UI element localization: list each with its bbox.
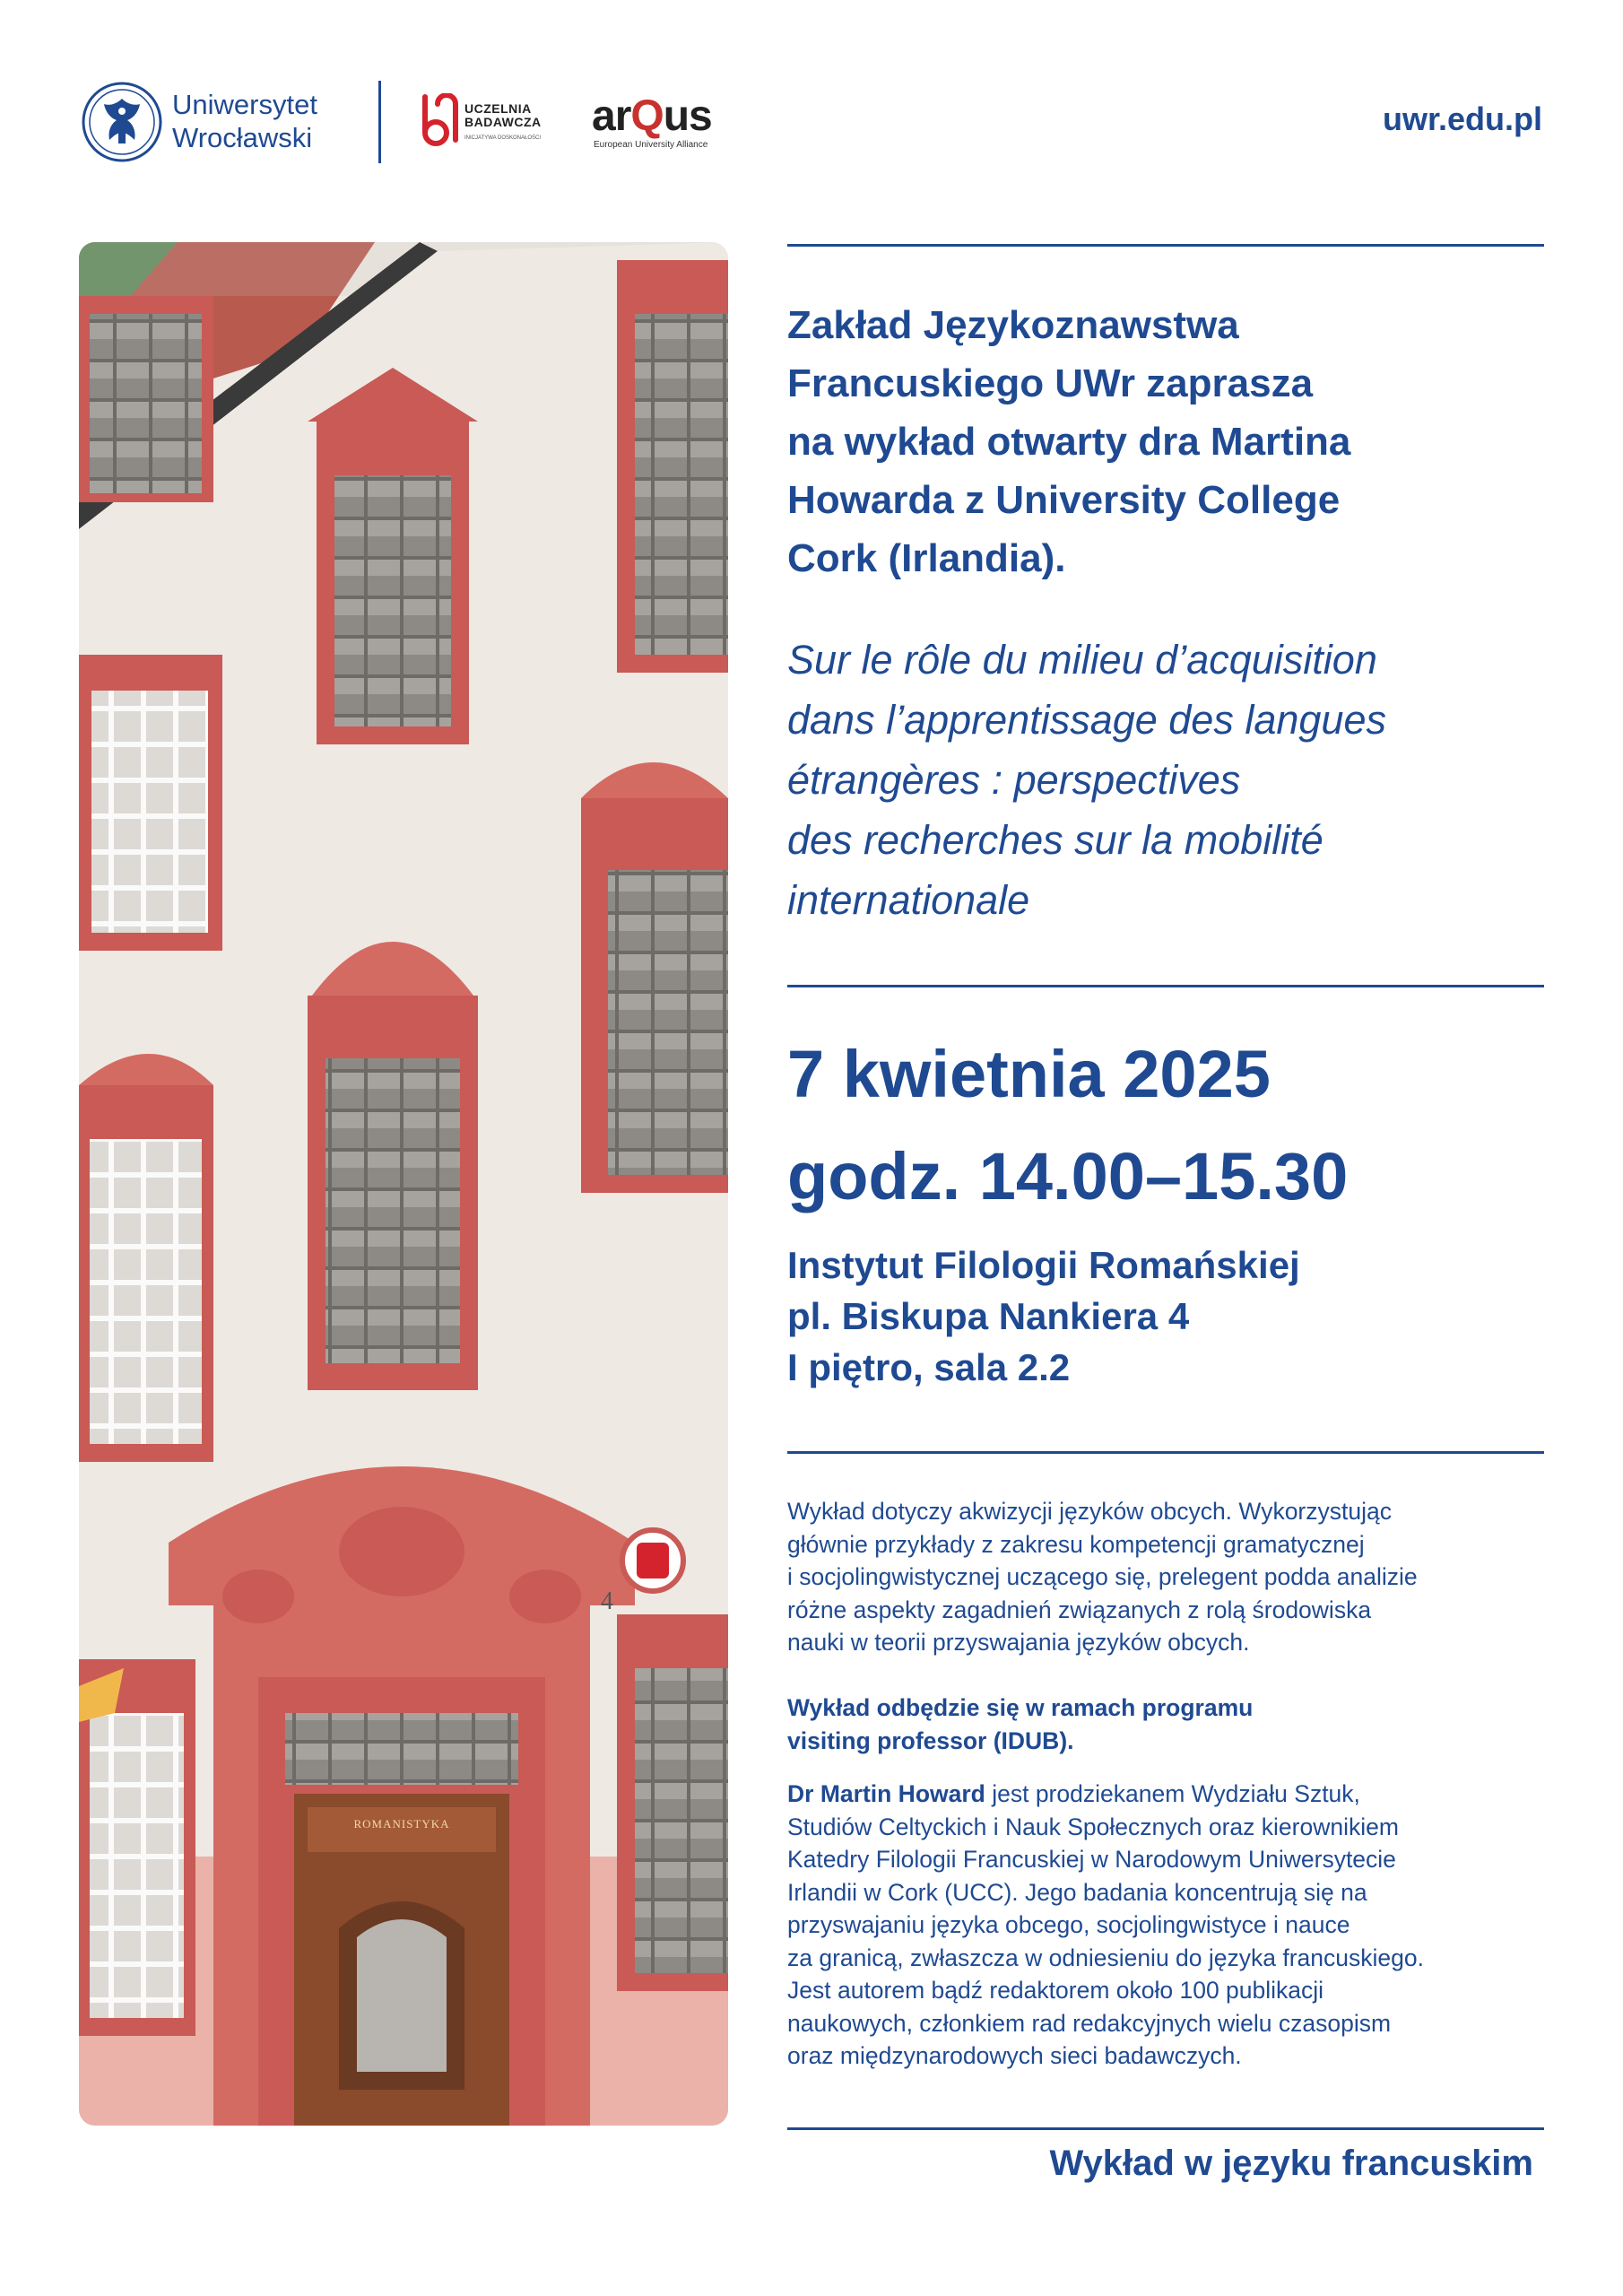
program-line: Wykład odbędzie się w ramach programu [787, 1694, 1254, 1721]
lecture-description [787, 1495, 1549, 1659]
description-line: nauki w teorii przyswajania języków obcych. [787, 1629, 1250, 1656]
program-note [787, 1692, 1549, 1757]
speaker-name: Dr Martin Howard [787, 1780, 985, 1807]
building-facade-photo [79, 242, 728, 2126]
divider-top [787, 244, 1544, 247]
event-date: 7 kwietnia 2025 [787, 1037, 1271, 1111]
venue-line: I piętro, sala 2.2 [787, 1346, 1071, 1388]
title-line: Sur le rôle du milieu d’acquisition [787, 637, 1377, 683]
university-crest-icon [81, 81, 163, 163]
title-line: étrangères : perspectives [787, 757, 1241, 803]
arqus-logo [592, 93, 744, 156]
facade-illustration [79, 242, 728, 2126]
research-logo-sub: INICJATYWA DOSKONAŁOŚCI [464, 135, 542, 141]
research-university-icon [421, 93, 463, 149]
venue-line: pl. Biskupa Nankiera 4 [787, 1295, 1190, 1337]
bio-line: oraz międzynarodowych sieci badawczych. [787, 2042, 1242, 2069]
language-note: Wykład w języku francuskim [1049, 2144, 1533, 2183]
speaker-bio [787, 1778, 1549, 2073]
divider-bottom [787, 2127, 1544, 2130]
title-line: internationale [787, 877, 1030, 923]
bio-line: Studiów Celtyckich i Nauk Społecznych oraz kierownikiem [787, 1813, 1399, 1840]
bio-line: Katedry Filologii Francuskiej w Narodowym Uniwersytecie [787, 1846, 1396, 1873]
intro-line: na wykład otwarty dra Martina [787, 420, 1351, 464]
bio-first-rest: jest prodziekanem Wydziału Sztuk, [985, 1780, 1360, 1807]
bio-line: za granicą, zwłaszcza w odniesieniu do języka francuskiego. [787, 1944, 1424, 1971]
arqus-word-q: Q [630, 92, 664, 140]
arqus-word-a: ar [592, 92, 631, 140]
intro-line: Francuskiego UWr zaprasza [787, 361, 1314, 405]
event-time: godz. 14.00–15.30 [787, 1139, 1349, 1213]
intro-line: Cork (Irlandia). [787, 536, 1066, 580]
lecture-title [787, 630, 1549, 930]
description-line: różne aspekty zagadnień związanych z rolą środowiska [787, 1596, 1372, 1623]
arqus-word-b: us [663, 92, 712, 140]
divider-lower [787, 1451, 1544, 1454]
site-url-link[interactable]: uwr.edu.pl [1382, 100, 1542, 137]
event-venue [787, 1239, 1549, 1393]
description-line: głównie przykłady z zakresu kompetencji gramatycznej [787, 1530, 1365, 1558]
description-line: Wykład dotyczy akwizycji języków obcych. Wykorzystując [787, 1498, 1392, 1525]
university-logo [81, 79, 350, 169]
research-logo-line1: UCZELNIA [464, 101, 532, 116]
venue-line: Instytut Filologii Romańskiej [787, 1244, 1300, 1286]
invitation-intro [787, 296, 1549, 587]
bio-line: Irlandii w Cork (UCC). Jego badania koncentrują się na [787, 1878, 1367, 1906]
university-name-line1: Uniwersytet [172, 89, 317, 120]
bio-line [787, 1778, 1549, 1811]
research-logo-line2: BADAWCZA [464, 115, 542, 129]
arqus-sub: European University Alliance [594, 140, 708, 150]
intro-line: Zakład Językoznawstwa [787, 303, 1239, 347]
header-divider [378, 81, 381, 163]
research-university-logo [421, 93, 556, 149]
description-line: i socjolingwistycznej uczącego się, prelegent podda analizie [787, 1563, 1418, 1590]
title-line: dans l’apprentissage des langues [787, 697, 1386, 743]
title-line: des recherches sur la mobilité [787, 817, 1324, 863]
intro-line: Howarda z University College [787, 478, 1341, 522]
bio-line: Jest autorem bądź redaktorem około 100 publikacji [787, 1977, 1324, 2004]
bio-line: przyswajaniu języka obcego, socjolingwistyce i nauce [787, 1911, 1350, 1938]
divider-middle [787, 985, 1544, 987]
building-sign: ROMANISTYKA [353, 1817, 450, 1831]
program-line: visiting professor (IDUB). [787, 1726, 1074, 1754]
house-number: 4 [601, 1587, 613, 1615]
bio-line: naukowych, członkiem rad redakcyjnych wielu czasopism [787, 2009, 1392, 2037]
university-name-line2: Wrocławski [172, 122, 313, 153]
